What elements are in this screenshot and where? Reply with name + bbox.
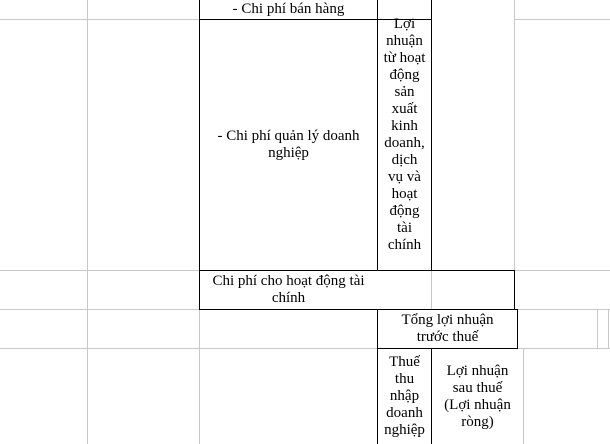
net-profit-text: Lợi nhuận sau thuế (Lợi nhuận ròng) [444, 362, 511, 430]
selling-costs-text: - Chi phí bán hàng [232, 1, 345, 17]
operating-profit-cell [378, 0, 431, 270]
income-tax-cell [378, 349, 431, 444]
grid-line [0, 19, 200, 20]
grid-line [523, 348, 524, 444]
border-line [514, 270, 515, 310]
grid-line [87, 0, 88, 444]
grid-line [199, 309, 200, 444]
grid-line [597, 309, 598, 349]
border-line [517, 309, 518, 349]
income-tax-text: Thuế thu nhập doanh nghiệp [384, 354, 425, 438]
border-line [431, 0, 432, 271]
financial-costs-cell [200, 271, 377, 309]
selling-costs-cell [200, 0, 377, 19]
grid-line [608, 309, 609, 349]
border-line [199, 309, 377, 310]
grid-line [431, 270, 432, 310]
grid-line [0, 270, 200, 271]
operating-profit-text: Lợi nhuận từ hoạt động sản xuất kinh doanh, dịch vụ và hoạt động tài chính [383, 16, 426, 253]
pretax-profit-cell [378, 310, 517, 348]
management-costs-text: - Chi phí quản lý doanh nghiệp [217, 128, 360, 161]
grid-line [514, 0, 515, 309]
financial-costs-text: Chi phí cho hoạt động tài chính [212, 273, 365, 306]
net-profit-cell [432, 349, 523, 444]
pretax-profit-text: Tổng lợi nhuận trước thuế [401, 312, 494, 345]
grid-line [514, 19, 610, 20]
grid-line [514, 270, 610, 271]
management-costs-cell [200, 20, 377, 270]
